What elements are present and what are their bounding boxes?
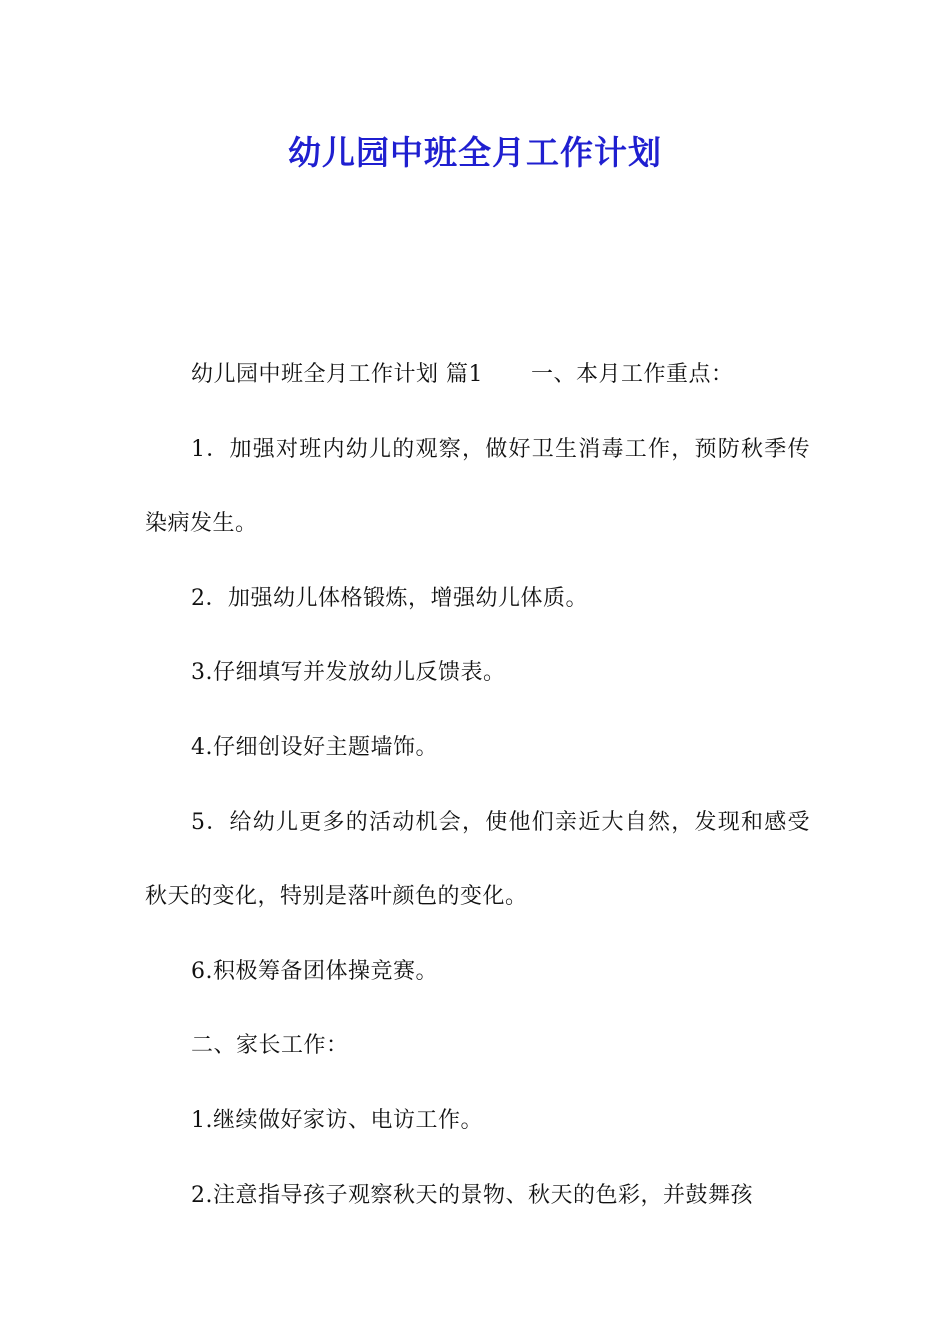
- paragraph: 1．加强对班内幼儿的观察，做好卫生消毒工作，预防秋季传染病发生。: [145, 436, 810, 537]
- section-heading-2: 二、家长工作：: [191, 1033, 349, 1059]
- document-title: 幼儿园中班全月工作计划: [288, 133, 662, 172]
- section-title: 幼儿园中班全月工作计划 篇1: [191, 362, 483, 387]
- section-heading-1: 一、本月工作重点：: [531, 362, 734, 387]
- paragraph: 3.仔细填写并发放幼儿反馈表。: [191, 660, 506, 686]
- paragraph-heading: [145, 338, 810, 413]
- paragraph: 5．给幼儿更多的活动机会，使他们亲近大自然，发现和感受秋天的变化，特别是落叶颜色的变化。: [145, 809, 810, 910]
- document-body: [145, 338, 810, 1233]
- paragraph: 2.注意指导孩子观察秋天的景物、秋天的色彩，并鼓舞孩: [191, 1182, 753, 1208]
- paragraph: 1.继续做好家访、电访工作。: [191, 1107, 483, 1133]
- paragraph: 2．加强幼儿体格锻炼，增强幼儿体质。: [191, 585, 588, 611]
- paragraph: 6.积极筹备团体操竞赛。: [191, 958, 438, 984]
- paragraph: 4.仔细创设好主题墙饰。: [191, 734, 438, 760]
